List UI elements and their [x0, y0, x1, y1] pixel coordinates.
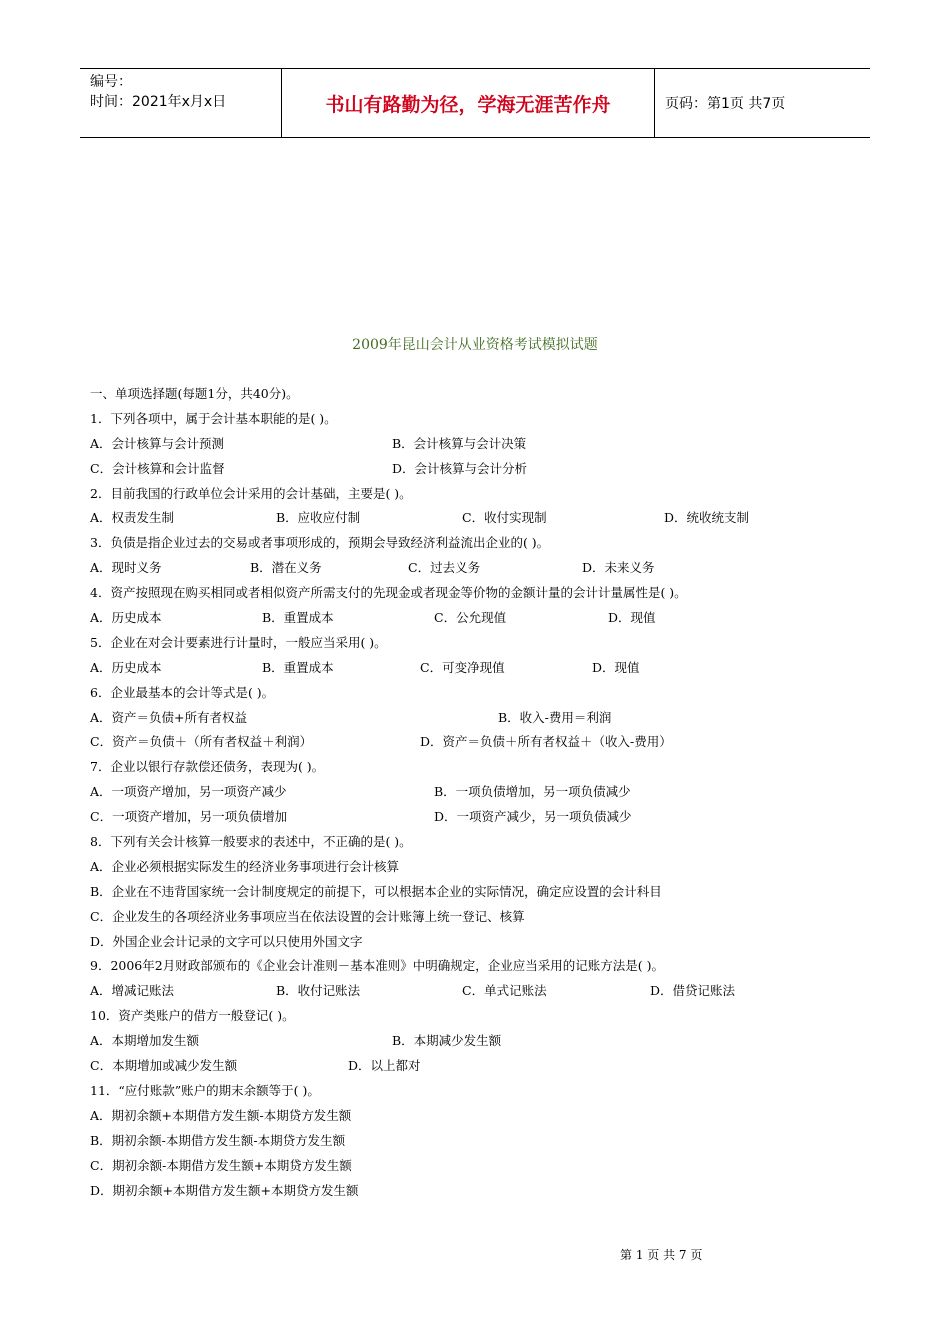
options-row: [90, 855, 870, 880]
options-row: [90, 1179, 870, 1204]
answer-option: A．权责发生制: [90, 510, 175, 526]
answer-option: C．可变净现值: [420, 659, 505, 675]
motto: 书山有路勤为径，学海无涯苦作舟: [282, 69, 655, 137]
question-text: 8．下列有关会计核算一般要求的表述中，不正确的是( )。: [90, 834, 412, 850]
answer-option: C．企业发生的各项经济业务事项应当在依法设置的会计账簿上统一登记、核算: [90, 908, 525, 924]
page-info: 页码：第1页 共7页: [665, 96, 786, 112]
answer-option: B．应收应付制: [276, 510, 361, 526]
options-row: [90, 1054, 870, 1079]
answer-option: A．增减记账法: [90, 983, 175, 999]
answer-option: C．单式记账法: [462, 983, 547, 999]
answer-option: A．企业必须根据实际发生的经济业务事项进行会计核算: [90, 858, 400, 874]
answer-option: B．收付记账法: [276, 983, 361, 999]
options-row: [90, 656, 870, 681]
options-row: [90, 930, 870, 955]
options-row: [90, 706, 870, 731]
page-footer: 第 1 页 共 7 页: [620, 1248, 703, 1262]
question-text: 11．“应付账款”账户的期末余额等于( )。: [90, 1082, 320, 1098]
answer-option: C．一项资产增加，另一项负债增加: [90, 809, 288, 825]
options-row: [90, 780, 870, 805]
options-row: [90, 730, 870, 755]
options-row: [90, 556, 870, 581]
answer-option: A．资产＝负债+所有者权益: [90, 709, 248, 725]
answer-option: B．收入-费用＝利润: [498, 709, 612, 725]
answer-option: D．资产＝负债＋所有者权益＋（收入-费用）: [420, 734, 672, 750]
answer-option: B．潜在义务: [250, 560, 322, 576]
answer-option: A．会计核算与会计预测: [90, 435, 225, 451]
options-row: [90, 1129, 870, 1154]
options-row: [90, 606, 870, 631]
answer-option: A．现时义务: [90, 560, 162, 576]
answer-option: A．本期增加发生额: [90, 1033, 200, 1049]
answer-option: D．现值: [608, 610, 656, 626]
answer-option: C．公允现值: [434, 610, 507, 626]
answer-option: D．会计核算与会计分析: [392, 460, 528, 476]
answer-option: A．历史成本: [90, 659, 162, 675]
answer-option: C．会计核算和会计监督: [90, 460, 225, 476]
question-text: 4．资产按照现在购买相同或者相似资产所需支付的先现金或者现金等价物的金额计量的会计计量属性是( )。: [90, 585, 687, 601]
page-header: [80, 68, 870, 138]
answer-option: D．期初余额+本期借方发生额+本期贷方发生额: [90, 1182, 359, 1198]
answer-option: B．企业在不违背国家统一会计制度规定的前提下，可以根据本企业的实际情况，确定应设置的会计科目: [90, 883, 662, 899]
answer-option: D．未来义务: [582, 560, 655, 576]
answer-option: B．一项负债增加，另一项负债减少: [434, 784, 631, 800]
question-text: 9．2006年2月财政部颁布的《企业会计准则－基本准则》中明确规定，企业应当采用的记账方法是( )。: [90, 958, 664, 974]
document-title: 2009年昆山会计从业资格考试模拟试题: [352, 337, 598, 353]
question-text: 6．企业最基本的会计等式是( )。: [90, 684, 275, 700]
answer-option: A．历史成本: [90, 610, 162, 626]
answer-option: B．期初余额-本期借方发生额-本期贷方发生额: [90, 1132, 346, 1148]
answer-option: D．现值: [592, 659, 640, 675]
answer-option: D．一项资产减少，另一项负债减少: [434, 809, 632, 825]
header-meta: [80, 69, 282, 137]
answer-option: D．统收统支制: [664, 510, 750, 526]
options-row: [90, 1029, 870, 1054]
answer-option: B．重置成本: [262, 659, 334, 675]
answer-option: C．期初余额-本期借方发生额+本期贷方发生额: [90, 1157, 352, 1173]
answer-option: A．一项资产增加，另一项资产减少: [90, 784, 287, 800]
answer-option: B．本期减少发生额: [392, 1033, 502, 1049]
options-row: [90, 457, 870, 482]
options-row: [90, 979, 870, 1004]
answer-option: D．外国企业会计记录的文字可以只使用外国文字: [90, 933, 363, 949]
answer-option: C．收付实现制: [462, 510, 547, 526]
answer-option: C．过去义务: [408, 560, 481, 576]
answer-option: A．期初余额+本期借方发生额-本期贷方发生额: [90, 1107, 352, 1123]
options-row: [90, 880, 870, 905]
options-row: [90, 805, 870, 830]
question-text: 10．资产类账户的借方一般登记( )。: [90, 1008, 295, 1024]
answer-option: C．资产＝负债＋（所有者权益＋利润）: [90, 734, 313, 750]
options-row: [90, 432, 870, 457]
question-text: 5．企业在对会计要素进行计量时，一般应当采用( )。: [90, 634, 387, 650]
answer-option: D．以上都对: [348, 1058, 421, 1074]
serial-label: 编号：: [90, 74, 132, 90]
section-heading: 一、单项选择题(每题1分，共40分)。: [90, 386, 299, 401]
question-text: 7．企业以银行存款偿还债务，表现为( )。: [90, 759, 325, 775]
exam-content: [90, 382, 870, 1203]
options-row: [90, 1154, 870, 1179]
answer-option: B．会计核算与会计决策: [392, 435, 527, 451]
date-line: 时间：2021年x月x日: [90, 94, 227, 110]
options-row: [90, 905, 870, 930]
options-row: [90, 506, 870, 531]
question-text: 2．目前我国的行政单位会计采用的会计基础，主要是( )。: [90, 485, 412, 501]
answer-option: C．本期增加或减少发生额: [90, 1058, 238, 1074]
question-text: 1．下列各项中，属于会计基本职能的是( )。: [90, 410, 337, 426]
answer-option: D．借贷记账法: [650, 983, 736, 999]
question-text: 3．负债是指企业过去的交易或者事项形成的，预期会导致经济利益流出企业的( )。: [90, 535, 550, 551]
options-row: [90, 1104, 870, 1129]
answer-option: B．重置成本: [262, 610, 334, 626]
